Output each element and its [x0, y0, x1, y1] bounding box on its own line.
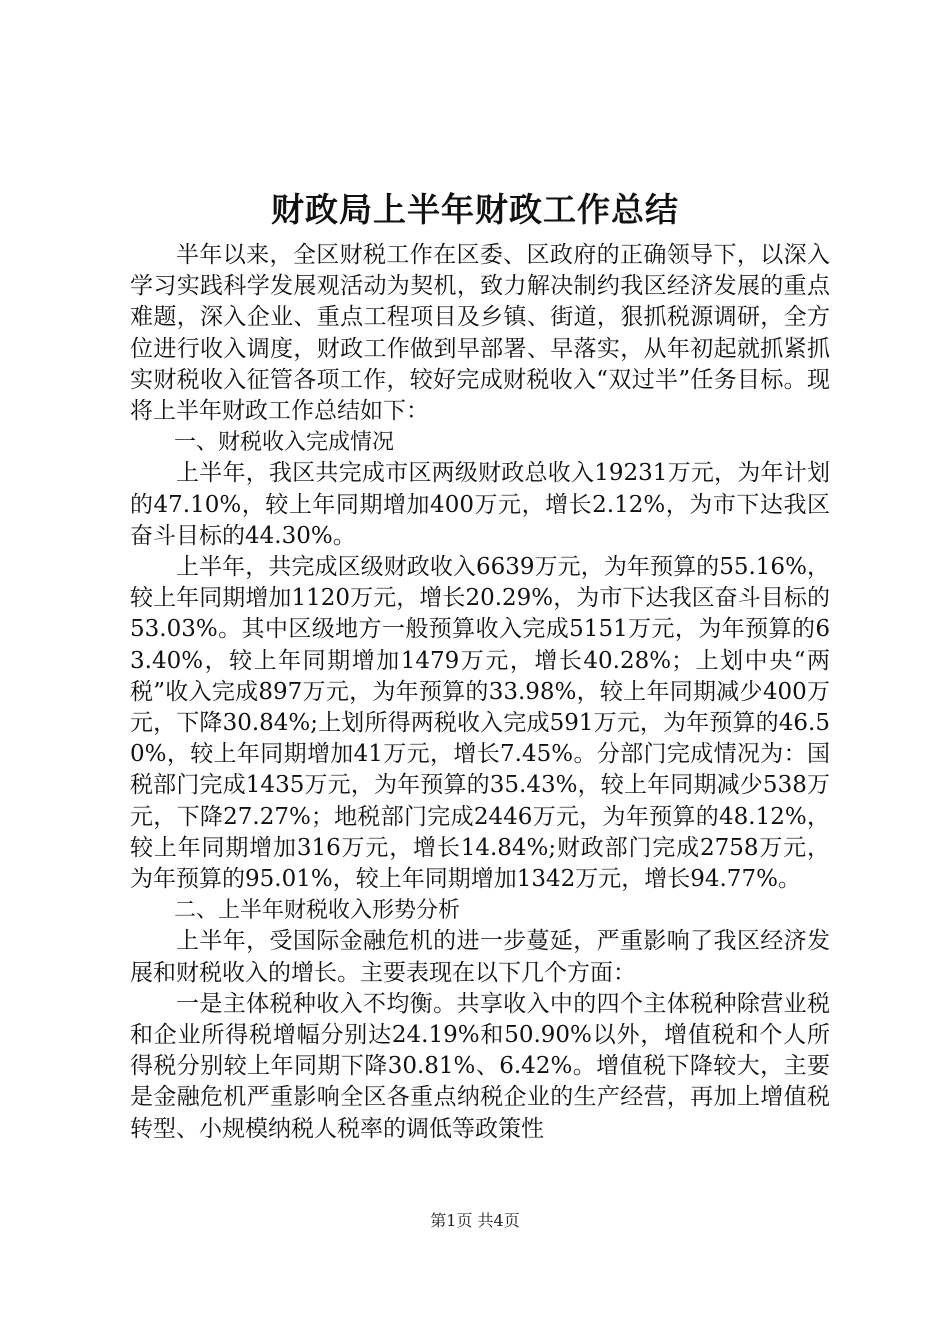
page-footer: 第1页 共4页: [430, 1211, 520, 1230]
document-body: [130, 240, 830, 1145]
section-heading-2: 二、上半年财税收入形势分析: [174, 898, 461, 924]
section-heading-1: 一、财税收入完成情况: [174, 430, 395, 456]
body-paragraph: 一是主体税种收入不均衡。共享收入中的四个主体税种除营业税和企业所得税增幅分别达24.19%和50.90%以外，增值税和个人所得税分别较上年同期下降30.81%、6.42%。增值税下降较大，主要是金融危机严重影响全区各重点纳税企业的生产经营，再加上增值税转型、小规模纳税人税率的调低等政策性: [130, 990, 830, 1142]
body-paragraph: 上半年，共完成区级财政收入6639万元，为年预算的55.16%，较上年同期增加1120万元，增长20.29%，为市下达我区奋斗目标的53.03%。其中区级地方一般预算收入完成5151万元，为年预算的63.40%，较上年同期增加1479万元，增长40.28%；上划中央“两税”收入完成897万元，为年预算的33.98%，较上年同期减少400万元，下降30.84%;上划所得两税收入完成591万元，为年预算的46.50%，较上年同期增加41万元，增长7.45%。分部门完成情况为：国税部门完成1435万元，为年预算的35.43%，较上年同期减少538万元，下降27.27%；地税部门完成2446万元，为年预算的48.12%，较上年同期增加316万元，增长14.84%;财政部门完成2758万元，为年预算的95.01%，较上年同期增加1342万元，增长94.77%。: [130, 554, 830, 893]
intro-paragraph: 半年以来，全区财税工作在区委、区政府的正确领导下，以深入学习实践科学发展观活动为契机，致力解决制约我区经济发展的重点难题，深入企业、重点工程项目及乡镇、街道，狠抓税源调研，全方位进行收入调度，财政工作做到早部署、早落实，从年初起就抓紧抓实财税收入征管各项工作，较好完成财税收入“双过半”任务目标。现将上半年财政工作总结如下：: [130, 242, 830, 425]
body-paragraph: 上半年，我区共完成市区两级财政总收入19231万元，为年计划的47.10%，较上年同期增加400万元，增长2.12%，为市下达我区奋斗目标的44.30%。: [130, 460, 830, 549]
body-paragraph: 上半年，受国际金融危机的进一步蔓延，严重影响了我区经济发展和财税收入的增长。主要表现在以下几个方面：: [130, 928, 830, 986]
document-title: 财政局上半年财政工作总结: [271, 190, 679, 229]
